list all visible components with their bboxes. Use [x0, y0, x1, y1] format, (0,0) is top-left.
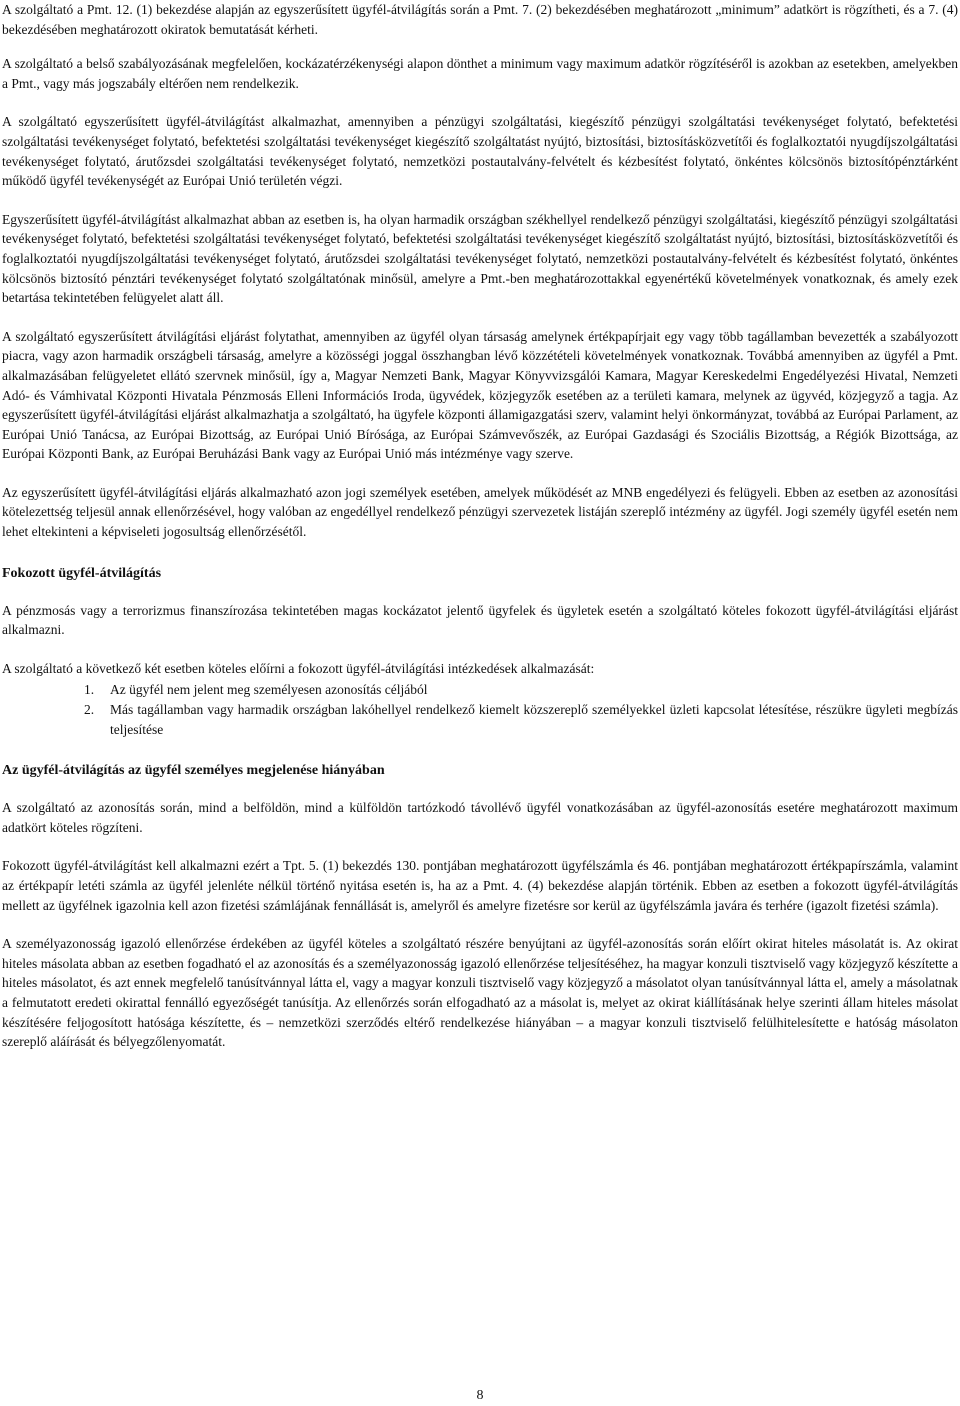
page-number: 8 [476, 1388, 484, 1403]
section-heading-remote-identification: Az ügyfél-átvilágítás az ügyfél személyes megjelenése hiányában [2, 763, 385, 779]
paragraph-eu-financial-clients: A szolgáltató egyszerűsített ügyfél-átvilágítást alkalmazhat, amennyiben a pénzügyi szolgáltatási, kiegészítő pénzügyi szolgáltatási tevékenységet folytató, befektetési szolgáltatási tevékenységet folytató, befektetési szolgáltatási tevékenységet kiegészítő szolgáltatást nyújtó, biztosítási, biztosításközvetítői és foglalkoztatói nyugdíjszolgáltatási tevékenységet folytató, árutőzsdei szolgáltatási tevékenységet folytató, nemzetközi postautalvány-felvételt és kézbesítést folytató, önkéntes kölcsönös biztosítópénztárként működő ügyfél tevékenységét az Európai Unió területén végzi. [2, 114, 958, 189]
paragraph-high-risk-clients: A pénzmosás vagy a terrorizmus finanszírozása tekintetében magas kockázatot jelentő ügyfelek és ügyletek esetén a szolgáltató köteles fokozott ügyfél-átvilágítási eljárást alkalmazni. [2, 602, 958, 638]
list-item-text: Az ügyfél nem jelent meg személyesen azonosítás céljából [110, 682, 428, 698]
paragraph-remote-max-data: A szolgáltató az azonosítás során, mind a belföldön, mind a külföldön tartózkodó távollévő ügyfél vonatkozásában az ügyfél-azonosítás esetére meghatározott maximum adatkört köteles rögzíteni. [2, 800, 958, 835]
section-heading-enhanced-due-diligence: Fokozott ügyfél-átvilágítás [2, 565, 162, 581]
paragraph-certified-copy: A személyazonosság igazoló ellenőrzése érdekében az ügyfél köteles a szolgáltató részére benyújtani az ügyfél-azonosítás során előírt okirat hiteles másolatát is. Az okirat hiteles másolata abban az esetben fogadható el az azonosítás és a személyazonosság igazoló ellenőrzése teljesítéséhez, ha magyar konzuli tisztviselő vagy közjegyző készítette a hiteles másolatot, és azt ennek megfelelő tanúsítvánnyal látta el, vagy a magyar konzuli tisztviselő vagy közjegyző a másolatot olyan tanúsítvánnyal látta el, amely a másolatnak a felmutatott eredeti okirattal fennálló egyezőségét tanúsítja. Az ellenőrzés során elfogadható az a másolat is, melyet az okirat kiállításának helye szerinti állam hiteles másolat készítésére feljogosított hatósága készítette, és – nemzetközi szerződés eltérő rendelkezése hiányában – a magyar konzuli tisztviselő felülhitelesítette e hatóság másolaton szereplő aláírását és bélyegzőlenyomatát. [2, 936, 958, 1050]
paragraph-tpt-accounts: Fokozott ügyfél-átvilágítást kell alkalmazni ezért a Tpt. 5. (1) bekezdés 130. pontjában meghatározott ügyfélszámla és 46. pontjában meghatározott értékpapírszámla, valamint az értékpapír letéti számla az ügyfél jelenléte nélkül történő nyitása esetén is, ha az a Pmt. 4. (4) bekezdése alapján történik. Ebben az esetben a fokozott ügyfél-átvilágítás mellett az ügyfélnek igazolnia kell azon fizetési számlájának fennállását is, amelyről és amelyre fizetésre sor kerül az ügyfélszámla javára és terhére (igazolt fizetési számla). [2, 858, 958, 913]
paragraph-two-cases-intro: A szolgáltató a következő két esetben köteles előírni a fokozott ügyfél-átvilágítási intézkedések alkalmazását: [2, 660, 595, 676]
paragraph-risk-based-decision: A szolgáltató a belső szabályozásának megfelelően, kockázatérzékenységi alapon dönthet a minimum vagy maximum adatkör rögzítéséről is azokban az esetekben, amelyekben a Pmt., vagy más jogszabály eltérően nem rendelkezik. [2, 56, 958, 91]
list-item [84, 700, 958, 739]
list-item [84, 680, 958, 700]
list-item-number: 1. [84, 682, 95, 698]
list-item-text: Más tagállamban vagy harmadik országban lakóhellyel rendelkező kiemelt közszereplő személyekkel üzleti kapcsolat létesítése, részükre ügyleti megbízás teljesítése [110, 702, 958, 737]
list-item-number: 2. [84, 702, 95, 718]
paragraph-mnb-supervised: Az egyszerűsített ügyfél-átvilágítási eljárás alkalmazható azon jogi személyek esetében, amelyek működését az MNB engedélyezi és felügyeli. Ebben az esetben az azonosítási kötelezettség teljesül annak ellenőrzésével, hogy valóban az engedéllyel rendelkező pénzügyi szervezetek listáján szereplő intézmény az ügyfél. Jogi személy ügyfél esetén nem lehet eltekinteni a képviseleti jogosultság ellenőrzésétől. [2, 484, 958, 540]
enhanced-cases-list [2, 680, 958, 739]
paragraph-third-country-clients: Egyszerűsített ügyfél-átvilágítást alkalmazhat abban az esetben is, ha olyan harmadik országban székhellyel rendelkező pénzügyi szolgáltatási, kiegészítő pénzügyi szolgáltatási tevékenységet folytató, befektetési szolgáltatási tevékenységet folytató, befektetési szolgáltatási tevékenységet kiegészítő szolgáltatást nyújtó, biztosítási, biztosításközvetítői és foglalkoztatói nyugdíjszolgáltatási tevékenységet folytató, árutőzsdei szolgáltatási tevékenységet folytató, nemzetközi postautalvány-felvételt és kézbesítést folytató, önkéntes kölcsönös biztosító pénztári tevékenységet folytató szolgáltatónak minősül, amelyre a Pmt.-ben meghatározottakkal egyenértékű követelmények vonatkoznak, és amely ezek betartása tekintetében felügyelet alatt áll. [2, 211, 958, 306]
paragraph-listed-companies-authorities: A szolgáltató egyszerűsített átvilágítási eljárást folytathat, amennyiben az ügyfél olyan társaság amelynek értékpapírjait egy vagy több tagállamban bevezették a szabályozott piacra, vagy azon harmadik országbeli társaság, amelyre a közösségi joggal összhangban lévő közzétételi követelmények vonatkoznak. Továbbá amennyiben az ügyfél a Pmt. alkalmazásában felügyeletet ellátó szervnek minősül, így a, Magyar Nemzeti Bank, Magyar Könyvvizsgálói Kamara, Magyar Kereskedelmi Engedélyezési Hivatal, Nemzeti Adó- és Vámhivatal Központi Hivatala Pénzmosás Elleni Információs Iroda, ügyvédek, közjegyzők esetében az a területi kamara, melynek az ügyvéd, közjegyző a tagja. Az egyszerűsített ügyfél-átvilágítási eljárást alkalmazhatja a szolgáltató, ha ügyfele központi államigazgatási szerv, valamint helyi önkormányzat, továbbá az Európai Parlament, az Európai Unió Tanácsa, az Európai Bizottság, az Európai Unió Bírósága, az Európai Számvevőszék, az Európai Gazdasági és Szociális Bizottság, a Régiók Bizottsága, az Európai Központi Bank, az Európai Beruházási Bank vagy az Európai Unió más intézménye vagy szerve. [2, 328, 958, 462]
paragraph-simplified-scope: A szolgáltató a Pmt. 12. (1) bekezdése alapján az egyszerűsített ügyfél-átvilágítás során a Pmt. 7. (2) bekezdésében meghatározott „minimum” adatkört is rögzítheti, és a 7. (4) bekezdésében meghatározott okiratok bemutatását kérheti. [2, 2, 958, 37]
